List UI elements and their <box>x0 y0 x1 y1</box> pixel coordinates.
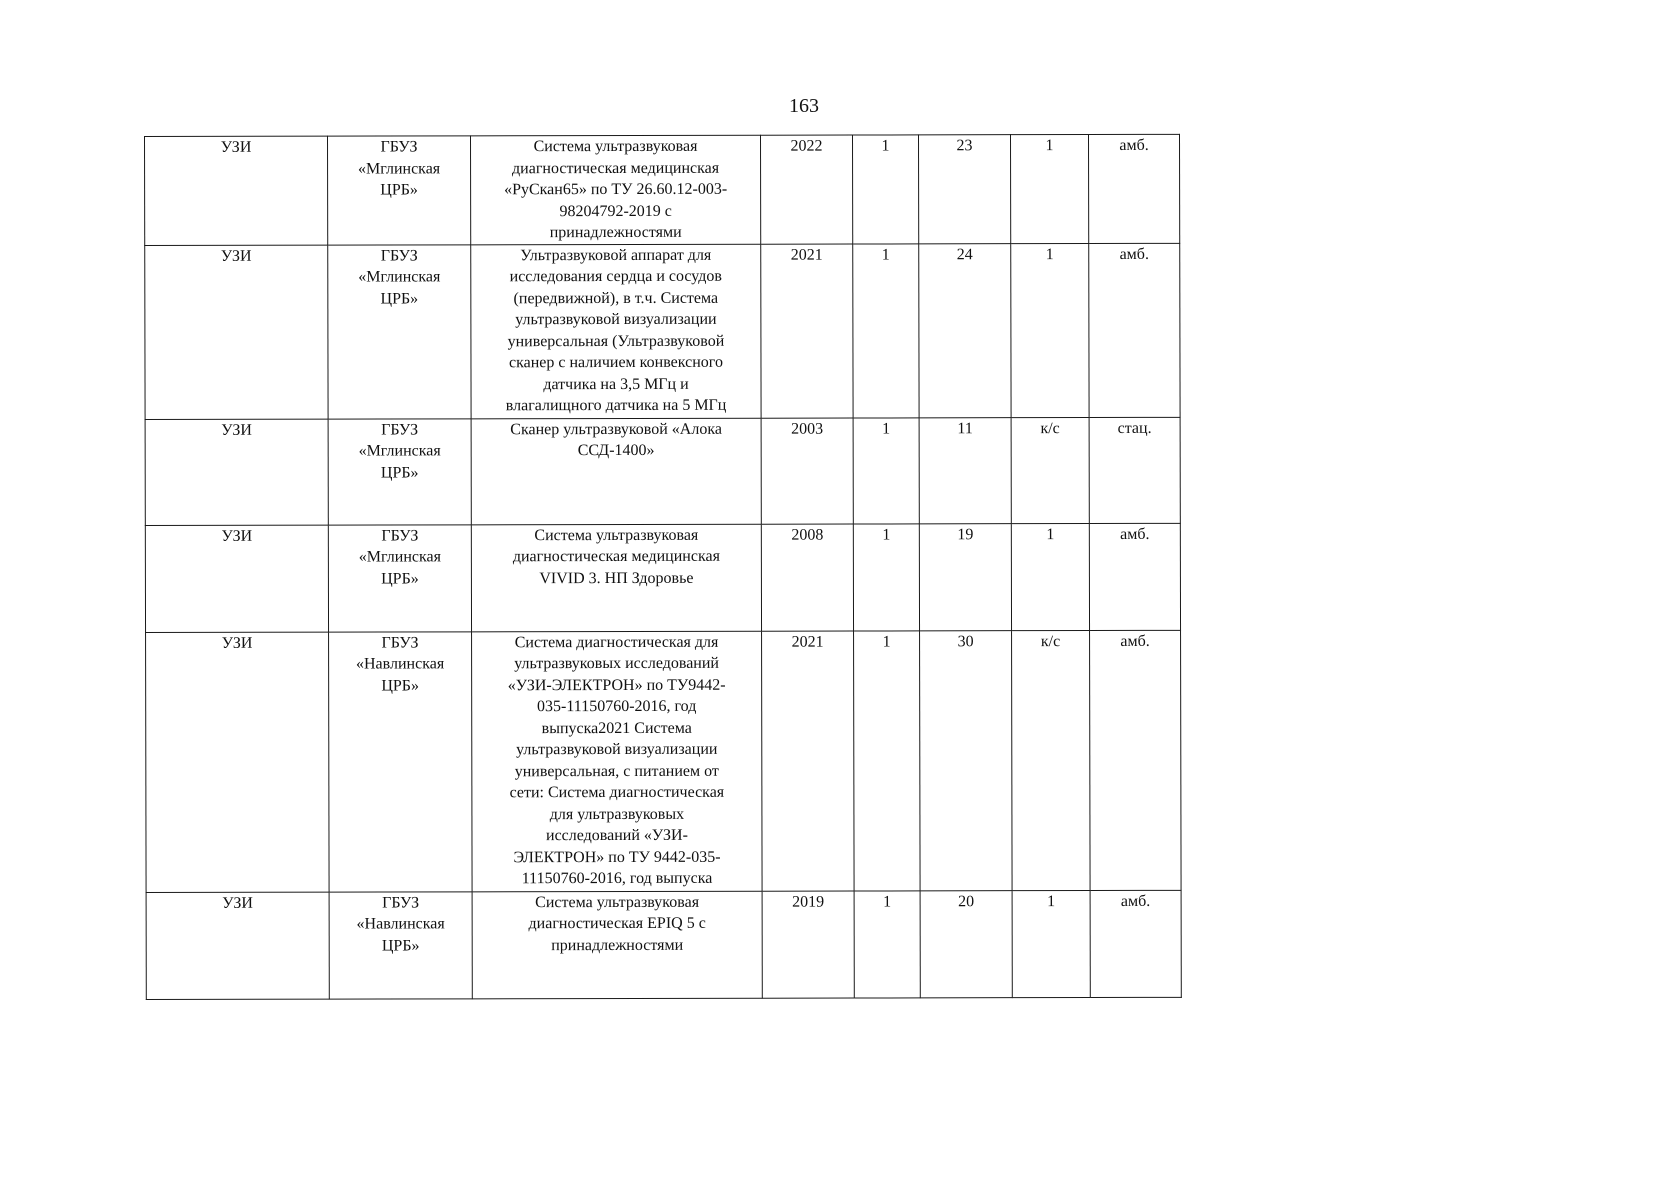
equipment-line: Система ультразвуковая <box>535 893 700 911</box>
equipment-line: «УЗИ-ЭЛЕКТРОН» по ТУ9442- <box>507 676 726 694</box>
cell-qty: 1 <box>854 890 920 997</box>
org-line: ГБУЗ <box>381 526 419 545</box>
org-line: «Мглинская <box>357 159 441 178</box>
equipment-line: VIVID 3. НП Здоровье <box>539 569 694 587</box>
cell-type: УЗИ <box>146 892 329 999</box>
cell-mode: амб. <box>1090 890 1181 997</box>
cell-shift: 1 <box>1012 890 1090 997</box>
equipment-line: Система ультразвуковая <box>534 526 699 544</box>
org-line: ГБУЗ <box>381 420 419 439</box>
equipment-line: ЭЛЕКТРОН» по ТУ 9442-035- <box>513 848 721 866</box>
cell-type: УЗИ <box>145 245 328 419</box>
cell-wear: 23 <box>918 135 1010 244</box>
equipment-line: 11150760-2016, год выпуска <box>521 869 713 888</box>
org-line: ЦРБ» <box>380 289 419 308</box>
equipment-line: ультразвуковых исследований <box>514 654 719 673</box>
equipment-line: сети: Система диагностическая <box>509 783 725 802</box>
equipment-line: ССД-1400» <box>577 441 655 460</box>
equipment-line: 98204792-2019 с <box>559 202 672 220</box>
equipment-line: 035-11150760-2016, год <box>537 697 697 716</box>
cell-shift: к/с <box>1012 630 1091 890</box>
cell-org <box>328 136 471 245</box>
equipment-line: ультразвуковой визуализации <box>515 310 717 329</box>
equipment-line: принадлежностями <box>549 223 682 242</box>
equipment-line: (передвижной), в т.ч. Система <box>513 289 719 307</box>
cell-wear: 11 <box>919 417 1011 523</box>
cell-year: 2008 <box>761 524 853 631</box>
cell-shift: 1 <box>1010 135 1088 244</box>
cell-year: 2021 <box>762 631 855 891</box>
cell-qty: 1 <box>853 243 919 417</box>
cell-equipment <box>471 418 761 525</box>
cell-mode: стац. <box>1089 417 1180 523</box>
cell-year: 2019 <box>762 891 854 998</box>
equipment-line: «РуСкан65» по ТУ 26.60.12-003- <box>504 180 728 199</box>
cell-org <box>328 244 471 418</box>
org-line: ГБУЗ <box>382 893 420 912</box>
page-number: 163 <box>789 95 819 117</box>
org-line: ЦРБ» <box>381 569 419 588</box>
org-line: ГБУЗ <box>381 633 419 652</box>
org-line: «Навлинская <box>356 915 445 933</box>
equipment-line: выпуска2021 Система <box>541 719 692 737</box>
cell-type: УЗИ <box>145 525 328 632</box>
cell-org <box>329 631 473 891</box>
equipment-line: для ультразвуковых <box>549 805 685 823</box>
table-body <box>145 134 1182 999</box>
org-line: ЦРБ» <box>380 463 419 482</box>
equipment-line: Сканер ультразвуковой «Алока <box>510 420 722 438</box>
cell-mode: амб. <box>1089 243 1180 417</box>
equipment-line: ультразвуковой визуализации <box>516 740 718 759</box>
equipment-table <box>144 134 1182 1000</box>
cell-equipment <box>471 135 761 244</box>
cell-shift: 1 <box>1011 243 1089 417</box>
cell-org <box>328 418 471 524</box>
equipment-line: датчика на 3,5 МГц и <box>543 375 689 393</box>
cell-org <box>329 891 472 998</box>
cell-shift: к/с <box>1011 417 1089 523</box>
equipment-line: диагностическая EPIQ 5 с <box>528 914 706 933</box>
table-row <box>145 243 1180 419</box>
cell-mode: амб. <box>1088 134 1179 243</box>
cell-type: УЗИ <box>145 136 328 245</box>
org-line: «Мглинская <box>358 548 441 566</box>
equipment-line: Ультразвуковой аппарат для <box>520 246 712 264</box>
cell-type: УЗИ <box>146 632 330 892</box>
org-line: ГБУЗ <box>380 138 418 156</box>
equipment-line: Система ультразвуковая <box>533 137 698 156</box>
cell-wear: 20 <box>920 890 1012 997</box>
equipment-line: принадлежностями <box>551 936 684 954</box>
equipment-line: универсальная, с питанием от <box>514 762 719 780</box>
equipment-line: диагностическая медицинская <box>511 159 720 177</box>
cell-shift: 1 <box>1011 523 1089 630</box>
org-line: ГБУЗ <box>380 246 418 265</box>
equipment-line: универсальная (Ультразвуковой <box>507 332 725 350</box>
cell-qty: 1 <box>853 417 919 523</box>
equipment-line: сканер с наличием конвексного <box>508 353 723 372</box>
table-row <box>145 134 1180 245</box>
table-row <box>146 890 1181 999</box>
cell-equipment <box>472 891 762 999</box>
equipment-line: Система диагностическая для <box>514 633 719 651</box>
org-line: «Мглинская <box>358 442 441 460</box>
cell-equipment <box>472 631 763 892</box>
cell-qty: 1 <box>852 135 918 244</box>
cell-wear: 24 <box>919 243 1011 417</box>
cell-year: 2021 <box>761 244 853 418</box>
cell-year: 2003 <box>761 418 853 524</box>
cell-type: УЗИ <box>145 419 328 525</box>
equipment-line: диагностическая медицинская <box>512 547 720 566</box>
cell-mode: амб. <box>1089 523 1180 630</box>
org-line: «Навлинская <box>355 655 445 673</box>
org-line: ЦРБ» <box>381 936 420 955</box>
table-row <box>145 417 1180 525</box>
equipment-line: влагалищного датчика на 5 МГц <box>505 396 727 415</box>
cell-mode: амб. <box>1090 630 1182 890</box>
cell-equipment <box>471 244 761 419</box>
org-line: ЦРБ» <box>380 181 418 199</box>
cell-equipment <box>471 524 761 632</box>
equipment-line: исследования сердца и сосудов <box>509 267 722 286</box>
cell-org <box>328 524 471 631</box>
cell-qty: 1 <box>854 630 921 890</box>
org-line: «Мглинская <box>358 268 441 286</box>
table-row <box>146 630 1182 892</box>
cell-qty: 1 <box>853 523 919 630</box>
org-line: ЦРБ» <box>381 676 419 695</box>
equipment-line: исследований «УЗИ- <box>545 826 688 845</box>
table-row <box>145 523 1180 632</box>
cell-wear: 30 <box>920 630 1013 890</box>
cell-wear: 19 <box>919 523 1011 630</box>
cell-year: 2022 <box>760 135 852 244</box>
